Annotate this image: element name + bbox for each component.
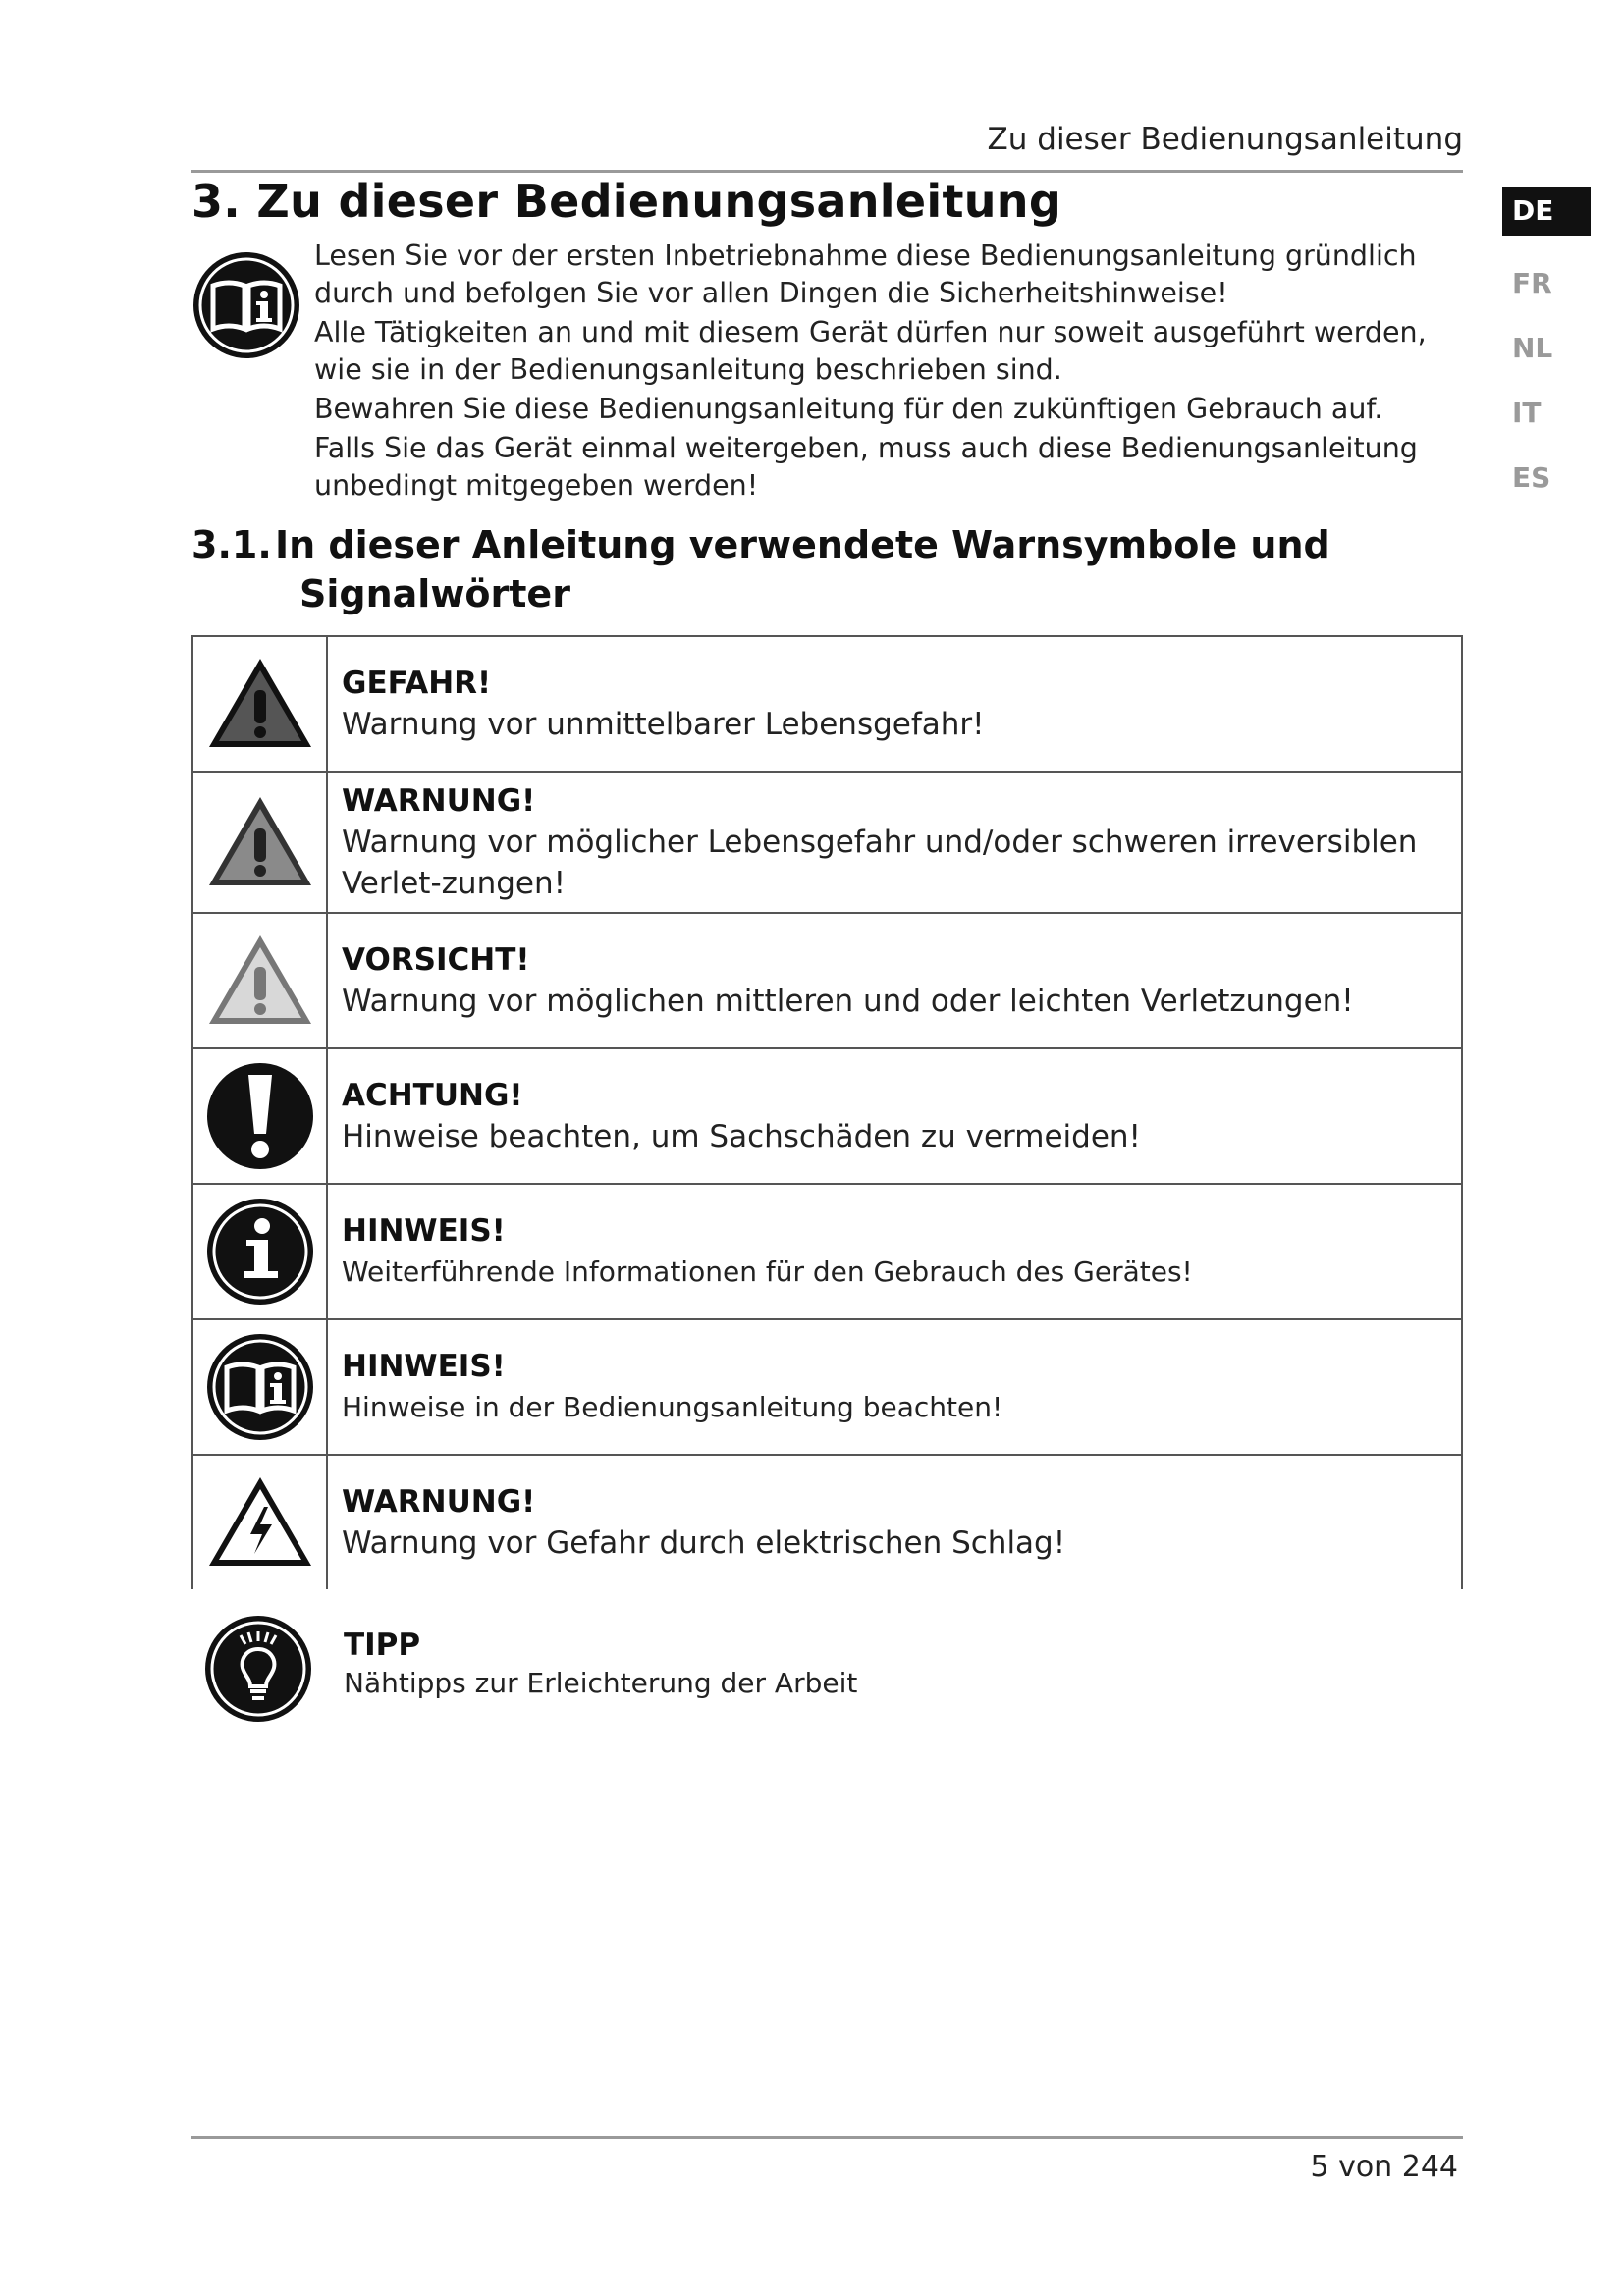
symbol-text: Warnung vor Gefahr durch elektrischen Schlag! xyxy=(342,1525,1066,1561)
symbol-title: HINWEIS! xyxy=(342,1349,506,1384)
symbol-text: Warnung vor möglicher Lebensgefahr und/oder schweren irreversiblen Verlet-zungen! xyxy=(342,825,1418,901)
symbol-title: ACHTUNG! xyxy=(342,1078,523,1113)
symbol-text: Warnung vor unmittelbarer Lebensgefahr! xyxy=(342,707,985,742)
table-row xyxy=(192,1048,1462,1184)
symbol-title: VORSICHT! xyxy=(342,942,530,978)
subsection-heading xyxy=(191,520,1330,618)
symbol-title: GEFAHR! xyxy=(342,666,492,701)
lang-tab-it[interactable]: IT xyxy=(1512,397,1542,429)
table-row xyxy=(192,913,1462,1048)
lang-tab-de[interactable]: DE xyxy=(1502,187,1591,236)
danger-triangle-icon xyxy=(205,655,315,753)
exclamation-circle-icon xyxy=(205,1061,315,1171)
manual-book-icon xyxy=(191,250,301,360)
manual-book-icon xyxy=(205,1332,315,1442)
table-row xyxy=(192,1319,1462,1455)
lang-tab-nl[interactable]: NL xyxy=(1512,332,1553,364)
symbol-text: Warnung vor möglichen mittleren und oder leichten Verletzungen! xyxy=(342,984,1354,1019)
intro-paragraph: Falls Sie das Gerät einmal weitergeben, muss auch diese Bedienungsanleitung unbedingt mitgegeben werden! xyxy=(314,432,1418,502)
table-row xyxy=(192,772,1462,913)
subsection-title-line1: In dieser Anleitung verwendete Warnsymbole und xyxy=(275,523,1330,566)
lang-tab-fr[interactable]: FR xyxy=(1512,267,1552,299)
header-rule xyxy=(191,170,1463,173)
lang-tab-es[interactable]: ES xyxy=(1512,461,1551,494)
table-row xyxy=(192,1455,1462,1589)
symbol-title: WARNUNG! xyxy=(342,783,536,819)
tip-title: TIPP xyxy=(344,1628,421,1663)
symbol-title: WARNUNG! xyxy=(342,1484,536,1520)
language-tabs xyxy=(1502,187,1591,510)
footer-rule xyxy=(191,2136,1463,2139)
running-header: Zu dieser Bedienungsanleitung xyxy=(987,122,1463,157)
intro-paragraph: Lesen Sie vor der ersten Inbetriebnahme diese Bedienungsanleitung gründlich durch und befolgen Sie vor allen Dingen die Sicherheitshinweise! xyxy=(314,240,1417,309)
symbol-text: Weiterführende Informationen für den Gebrauch des Gerätes! xyxy=(342,1255,1193,1288)
symbol-text: Hinweise in der Bedienungsanleitung beachten! xyxy=(342,1391,1003,1423)
table-row xyxy=(192,1184,1462,1319)
caution-triangle-icon xyxy=(205,932,315,1030)
symbol-title: HINWEIS! xyxy=(342,1213,506,1249)
subsection-title-line2: Signalwörter xyxy=(299,572,570,615)
section-title: Zu dieser Bedienungsanleitung xyxy=(256,175,1062,228)
intro-paragraph: Bewahren Sie diese Bedienungsanleitung für den zukünftigen Gebrauch auf. xyxy=(314,393,1383,425)
table-row xyxy=(192,636,1462,772)
info-circle-icon xyxy=(205,1197,315,1307)
lightbulb-icon xyxy=(203,1614,313,1724)
warning-triangle-icon xyxy=(205,793,315,891)
section-heading xyxy=(191,175,1061,228)
tip-block xyxy=(191,1610,1463,1728)
page-number: 5 von 244 xyxy=(1310,2150,1458,2184)
warning-symbols-table xyxy=(191,635,1463,1589)
section-intro xyxy=(314,238,1468,507)
intro-paragraph: Alle Tätigkeiten an und mit diesem Gerät dürfen nur soweit ausgeführt werden, wie sie in der Bedienungsanleitung beschrieben sind. xyxy=(314,316,1427,386)
section-number: 3. xyxy=(191,175,242,228)
electric-shock-icon xyxy=(205,1473,315,1572)
symbol-text: Hinweise beachten, um Sachschäden zu vermeiden! xyxy=(342,1119,1141,1154)
subsection-number: 3.1. xyxy=(191,523,272,566)
tip-text: Nähtipps zur Erleichterung der Arbeit xyxy=(344,1667,858,1699)
